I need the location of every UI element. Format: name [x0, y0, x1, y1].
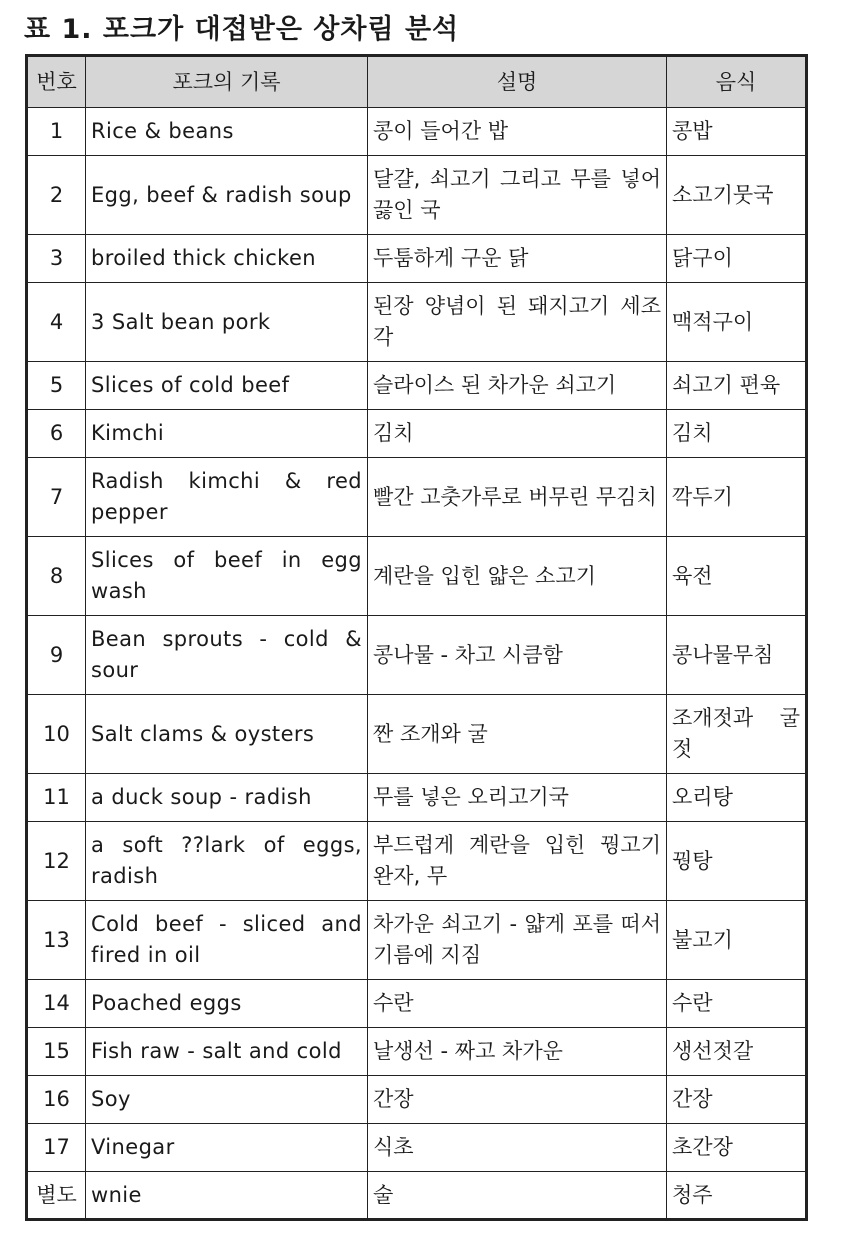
description-cell: 콩나물 - 차고 시큼함 — [368, 616, 667, 695]
header-record: 포크의 기록 — [86, 56, 368, 108]
table-row — [27, 537, 807, 616]
row-number: 16 — [27, 1076, 86, 1124]
row-number: 별도 — [27, 1172, 86, 1220]
table-header-row — [27, 56, 807, 108]
header-number: 번호 — [27, 56, 86, 108]
row-number: 12 — [27, 822, 86, 901]
description-cell: 계란을 입힌 얇은 소고기 — [368, 537, 667, 616]
food-cell: 수란 — [667, 980, 807, 1028]
food-cell: 콩나물무침 — [667, 616, 807, 695]
record-cell: Cold beef - sliced and fired in oil — [86, 901, 368, 980]
record-cell: Radish kimchi & red pepper — [86, 458, 368, 537]
food-cell: 쇠고기 편육 — [667, 362, 807, 410]
table-row — [27, 235, 807, 283]
record-cell: Slices of cold beef — [86, 362, 368, 410]
row-number: 13 — [27, 901, 86, 980]
table-row — [27, 362, 807, 410]
food-cell: 오리탕 — [667, 774, 807, 822]
record-cell: wnie — [86, 1172, 368, 1220]
header-food: 음식 — [667, 56, 807, 108]
table-row — [27, 410, 807, 458]
description-cell: 술 — [368, 1172, 667, 1220]
food-cell: 소고기뭇국 — [667, 156, 807, 235]
record-cell: Kimchi — [86, 410, 368, 458]
record-cell: broiled thick chicken — [86, 235, 368, 283]
row-number: 15 — [27, 1028, 86, 1076]
row-number: 17 — [27, 1124, 86, 1172]
food-cell: 조개젓과 굴젓 — [667, 695, 807, 774]
description-cell: 슬라이스 된 차가운 쇠고기 — [368, 362, 667, 410]
table-row — [27, 1028, 807, 1076]
description-cell: 간장 — [368, 1076, 667, 1124]
description-cell: 콩이 들어간 밥 — [368, 108, 667, 156]
description-cell: 두툼하게 구운 닭 — [368, 235, 667, 283]
dish-analysis-table — [25, 54, 808, 1221]
description-cell: 달걀, 쇠고기 그리고 무를 넣어 끓인 국 — [368, 156, 667, 235]
table-row — [27, 1172, 807, 1220]
table-row — [27, 1124, 807, 1172]
row-number: 7 — [27, 458, 86, 537]
table-row — [27, 901, 807, 980]
food-cell: 콩밥 — [667, 108, 807, 156]
record-cell: 3 Salt bean pork — [86, 283, 368, 362]
record-cell: Egg, beef & radish soup — [86, 156, 368, 235]
row-number: 4 — [27, 283, 86, 362]
description-cell: 김치 — [368, 410, 667, 458]
food-cell: 초간장 — [667, 1124, 807, 1172]
row-number: 6 — [27, 410, 86, 458]
table-row — [27, 822, 807, 901]
food-cell: 생선젓갈 — [667, 1028, 807, 1076]
description-cell: 날생선 - 짜고 차가운 — [368, 1028, 667, 1076]
food-cell: 깍두기 — [667, 458, 807, 537]
table-title: 표 1. 포크가 대접받은 상차림 분석 — [24, 14, 460, 45]
table-row — [27, 458, 807, 537]
row-number: 9 — [27, 616, 86, 695]
food-cell: 김치 — [667, 410, 807, 458]
description-cell: 된장 양념이 된 돼지고기 세조각 — [368, 283, 667, 362]
table-row — [27, 108, 807, 156]
description-cell: 짠 조개와 굴 — [368, 695, 667, 774]
table-row — [27, 1076, 807, 1124]
row-number: 10 — [27, 695, 86, 774]
food-cell: 꿩탕 — [667, 822, 807, 901]
record-cell: Slices of beef in egg wash — [86, 537, 368, 616]
record-cell: Salt clams & oysters — [86, 695, 368, 774]
row-number: 3 — [27, 235, 86, 283]
food-cell: 간장 — [667, 1076, 807, 1124]
row-number: 2 — [27, 156, 86, 235]
description-cell: 무를 넣은 오리고기국 — [368, 774, 667, 822]
record-cell: Bean sprouts - cold & sour — [86, 616, 368, 695]
record-cell: a soft ??lark of eggs, radish — [86, 822, 368, 901]
table-row — [27, 980, 807, 1028]
record-cell: Rice & beans — [86, 108, 368, 156]
table-row — [27, 774, 807, 822]
food-cell: 맥적구이 — [667, 283, 807, 362]
row-number: 14 — [27, 980, 86, 1028]
description-cell: 식초 — [368, 1124, 667, 1172]
header-description: 설명 — [368, 56, 667, 108]
food-cell: 육전 — [667, 537, 807, 616]
food-cell: 불고기 — [667, 901, 807, 980]
description-cell: 수란 — [368, 980, 667, 1028]
food-cell: 청주 — [667, 1172, 807, 1220]
record-cell: Vinegar — [86, 1124, 368, 1172]
food-cell: 닭구이 — [667, 235, 807, 283]
table-row — [27, 283, 807, 362]
record-cell: Soy — [86, 1076, 368, 1124]
record-cell: Poached eggs — [86, 980, 368, 1028]
row-number: 11 — [27, 774, 86, 822]
row-number: 8 — [27, 537, 86, 616]
table-row — [27, 695, 807, 774]
table-row — [27, 156, 807, 235]
description-cell: 빨간 고춧가루로 버무린 무김치 — [368, 458, 667, 537]
description-cell: 차가운 쇠고기 - 얇게 포를 떠서 기름에 지짐 — [368, 901, 667, 980]
table-row — [27, 616, 807, 695]
table-body — [27, 108, 807, 1220]
record-cell: Fish raw - salt and cold — [86, 1028, 368, 1076]
record-cell: a duck soup - radish — [86, 774, 368, 822]
row-number: 1 — [27, 108, 86, 156]
row-number: 5 — [27, 362, 86, 410]
description-cell: 부드럽게 계란을 입힌 꿩고기 완자, 무 — [368, 822, 667, 901]
